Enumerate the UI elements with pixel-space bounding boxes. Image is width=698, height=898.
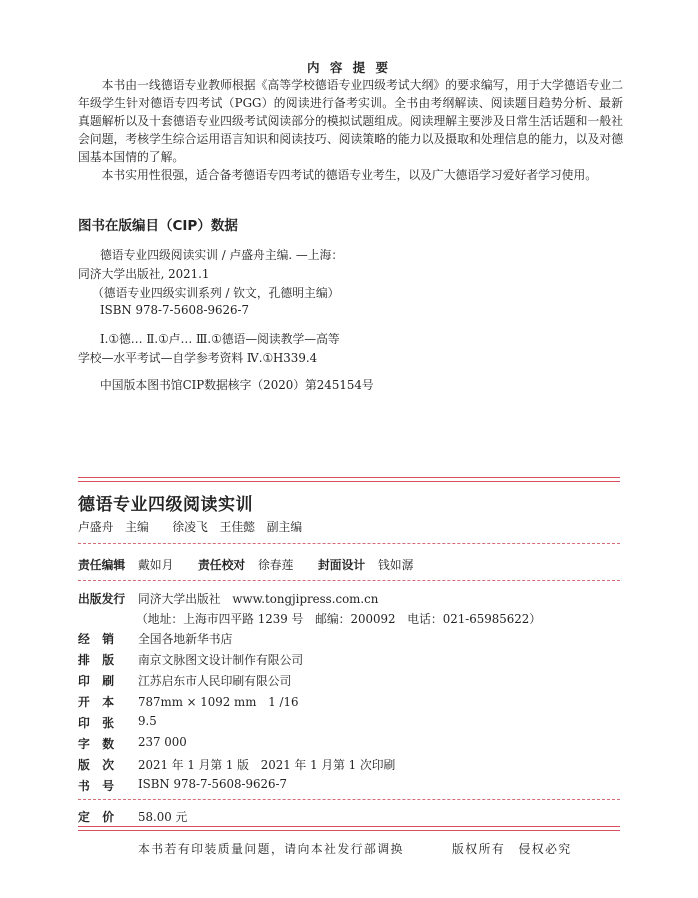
summary-body [78,76,623,184]
proofreader-label: 责任校对 [198,558,246,572]
divider [78,543,620,544]
word-count-label: 字 数 [78,737,114,751]
summary-heading: 内 容 提 要 [306,60,392,75]
isbn-value: ISBN 978-7-5608-9626-7 [138,777,287,791]
top-rule [78,477,620,482]
divider [78,580,620,581]
typesetting-label: 排 版 [78,653,114,667]
summary-paragraph: 本书实用性很强，适合备考德语专四考试的德语专业考生，以及广大德语学习爱好者学习使用。 [101,168,598,182]
price-value: 58.00 元 [138,810,188,824]
cip-line: 学校—水平考试—自学参考资料 Ⅳ.①H339.4 [78,351,318,365]
distribution-value: 全国各地新华书店 [138,632,233,646]
editor-value: 戴如月 [138,558,174,572]
sheets-value: 9.5 [138,714,157,728]
proofreader-value: 徐春莲 [258,558,294,572]
cip-line: Ⅰ.①德… Ⅱ.①卢… Ⅲ.①德语—阅读教学—高等 [100,332,340,346]
cover-designer-label: 封面设计 [318,558,366,572]
publisher-address: （地址：上海市四平路 1239 号 邮编：200092 电话：021-65985622） [136,612,542,626]
format-label: 开 本 [78,695,114,709]
cip-line: 德语专业四级阅读实训 / 卢盛舟主编. —上海： [100,248,344,262]
isbn-label: 书 号 [78,779,114,793]
cip-line: （德语专业四级实训系列 / 钦文，孔德明主编） [92,286,340,300]
cip-line: ISBN 978-7-5608-9626-7 [100,303,249,317]
copyright-notice: 版权所有 侵权必究 [452,842,572,856]
quality-notice: 本书若有印装质量问题，请向本社发行部调换 [138,842,404,856]
price-label: 定 价 [78,810,114,824]
typesetting-value: 南京文脉图文设计制作有限公司 [138,653,304,667]
editors-line: 卢盛舟 主编 徐凌飞 王佳懿 副主编 [78,520,303,534]
edition-value: 2021 年 1 月第 1 版 2021 年 1 月第 1 次印刷 [138,758,396,772]
bottom-rule [78,826,620,831]
word-count-value: 237 000 [138,735,187,749]
cip-line: 中国版本图书馆CIP数据核字（2020）第245154号 [100,378,374,392]
summary-paragraph: 本书由一线德语专业教师根据《高等学校德语专业四级考试大纲》的要求编写，用于大学德语专业二年级学生针对德语专四考试（PGG）的阅读进行备考实训。全书由考纲解读、阅读题目趋势分析、最新真题解析以及十套德语专业四级考试阅读部分的模拟试题组成。阅读理解主要涉及日常生活话题和一般社会问题，考核学生综合运用语言知识和阅读技巧、阅读策略的能力以及摄取和处理信息的能力，以及对德国基本国情的了解。 [78,78,623,164]
divider [78,799,620,800]
publisher-value: 同济大学出版社 www.tongjipress.com.cn [138,592,379,606]
book-title: 德语专业四级阅读实训 [78,495,253,515]
distribution-label: 经 销 [78,632,114,646]
edition-label: 版 次 [78,758,114,772]
cip-heading: 图书在版编目（CIP）数据 [78,218,238,234]
publisher-label: 出版发行 [78,592,126,606]
printing-value: 江苏启东市人民印刷有限公司 [138,674,292,688]
format-value: 787mm × 1092 mm 1 /16 [138,695,299,709]
cover-designer-value: 钱如潺 [378,558,414,572]
editor-label: 责任编辑 [78,558,126,572]
sheets-label: 印 张 [78,716,114,730]
printing-label: 印 刷 [78,674,114,688]
cip-line: 同济大学出版社, 2021.1 [78,267,210,281]
